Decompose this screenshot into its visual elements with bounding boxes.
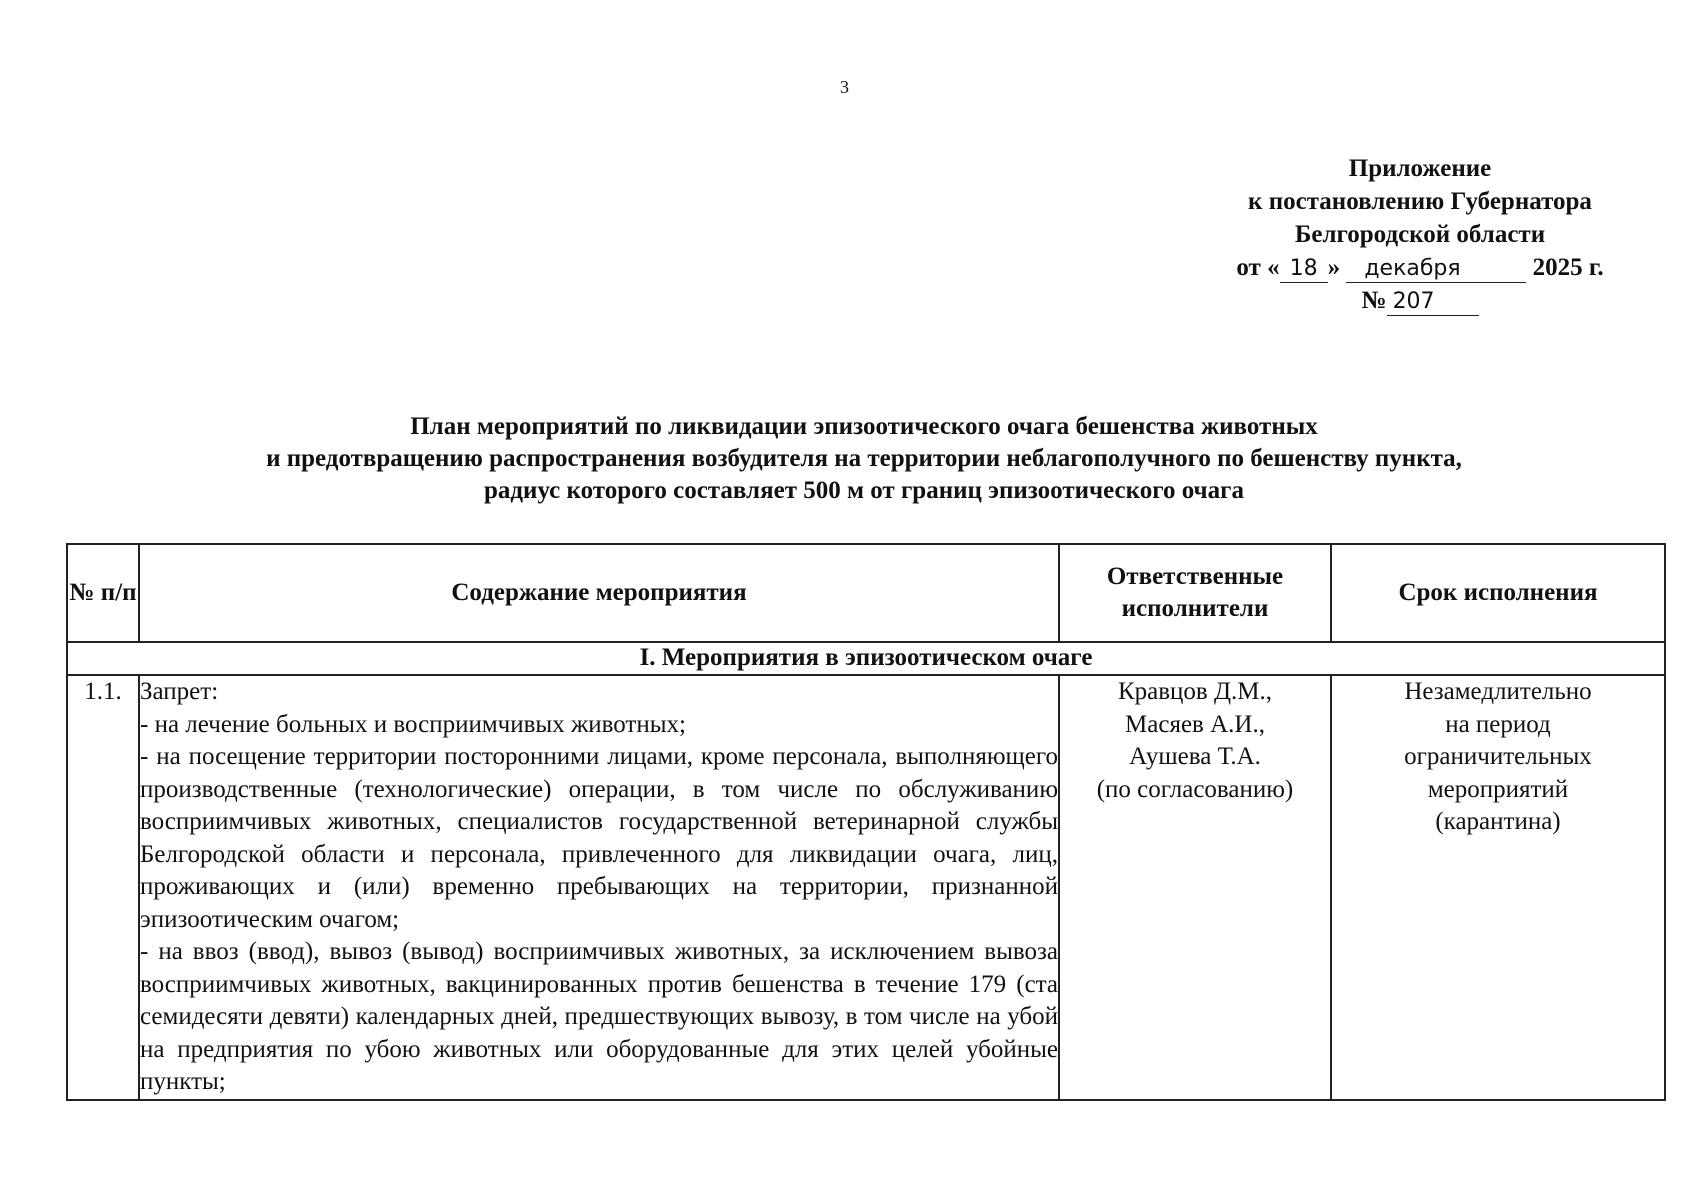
- term-line: (карантина): [1435, 808, 1561, 835]
- title-line-2: и предотвращению распространения возбудителя на территории неблагополучного по бешенству пункта,: [266, 445, 1462, 472]
- appendix-resolution: к постановлению Губернатора: [1248, 188, 1592, 215]
- content-paragraph: - на посещение территории посторонними лицами, кроме персонала, выполняющего производственные (технологические) операции, в том числе по обслуживанию восприимчивых животных, специалистов государственной ветеринарной службы Белгородской области и персонала, привлеченного для ликвидации очага, лиц, проживающих и (или) временно пребывающих на территории, признанной эпизоотическим очагом;: [140, 743, 1058, 933]
- responsible-line: (по согласованию): [1096, 775, 1294, 803]
- responsible-line: Аушева Т.А.: [1129, 743, 1261, 770]
- row-content: [139, 675, 1059, 1100]
- appendix-number: [1200, 284, 1640, 317]
- document-title: [66, 411, 1662, 507]
- date-prefix: от «: [1236, 254, 1280, 281]
- table-header-row: [67, 544, 1665, 642]
- appendix-date: [1200, 251, 1640, 284]
- content-paragraph: Запрет:: [140, 678, 219, 705]
- section-row: [67, 642, 1665, 675]
- term-line: мероприятий: [1427, 775, 1569, 803]
- appendix-region: Белгородской области: [1294, 221, 1546, 248]
- date-month: декабря: [1346, 256, 1526, 283]
- row-num: 1.1.: [67, 675, 139, 1100]
- header-num: № п/п: [67, 544, 139, 642]
- responsible-line: Масяев А.И.,: [1125, 710, 1265, 738]
- page-number: 3: [840, 77, 849, 97]
- number-value: 207: [1387, 289, 1479, 316]
- header-term: Срок исполнения: [1331, 544, 1665, 642]
- header-content: Содержание мероприятия: [139, 544, 1059, 642]
- date-quote-close: »: [1327, 254, 1341, 281]
- title-line-3: радиус которого составляет 500 м от границ эпизоотического очага: [483, 477, 1244, 504]
- date-day: 18: [1280, 256, 1328, 283]
- term-line: ограничительных: [1404, 743, 1592, 770]
- plan-table: [66, 543, 1666, 1101]
- number-prefix: №: [1361, 287, 1387, 314]
- content-paragraph: - на лечение больных и восприимчивых животных;: [140, 710, 686, 738]
- responsible-line: Кравцов Д.М.,: [1117, 678, 1273, 705]
- section-title: I. Мероприятия в эпизоотическом очаге: [67, 642, 1665, 675]
- appendix-header: [1200, 152, 1640, 317]
- row-responsible: [1059, 675, 1331, 1100]
- date-year: 2025 г.: [1532, 254, 1604, 281]
- row-term: [1331, 675, 1665, 1100]
- appendix-title: Приложение: [1348, 155, 1492, 182]
- content-paragraph: - на ввоз (ввод), вывоз (вывод) восприимчивых животных, за исключением вывоза восприимчивых животных, вакцинированных против бешенства в течение 179 (ста семидесяти девяти) календарных дней, предшествующих вывозу, в том числе на убой на предприятия по убою животных или оборудованные для этих целей убойные пункты;: [140, 938, 1058, 1095]
- term-line: Незамедлительно: [1404, 678, 1592, 705]
- table-row: [67, 675, 1665, 1100]
- header-responsible: Ответственные исполнители: [1059, 544, 1331, 642]
- title-line-1: План мероприятий по ликвидации эпизоотического очага бешенства животных: [410, 413, 1318, 440]
- term-line: на период: [1445, 710, 1551, 738]
